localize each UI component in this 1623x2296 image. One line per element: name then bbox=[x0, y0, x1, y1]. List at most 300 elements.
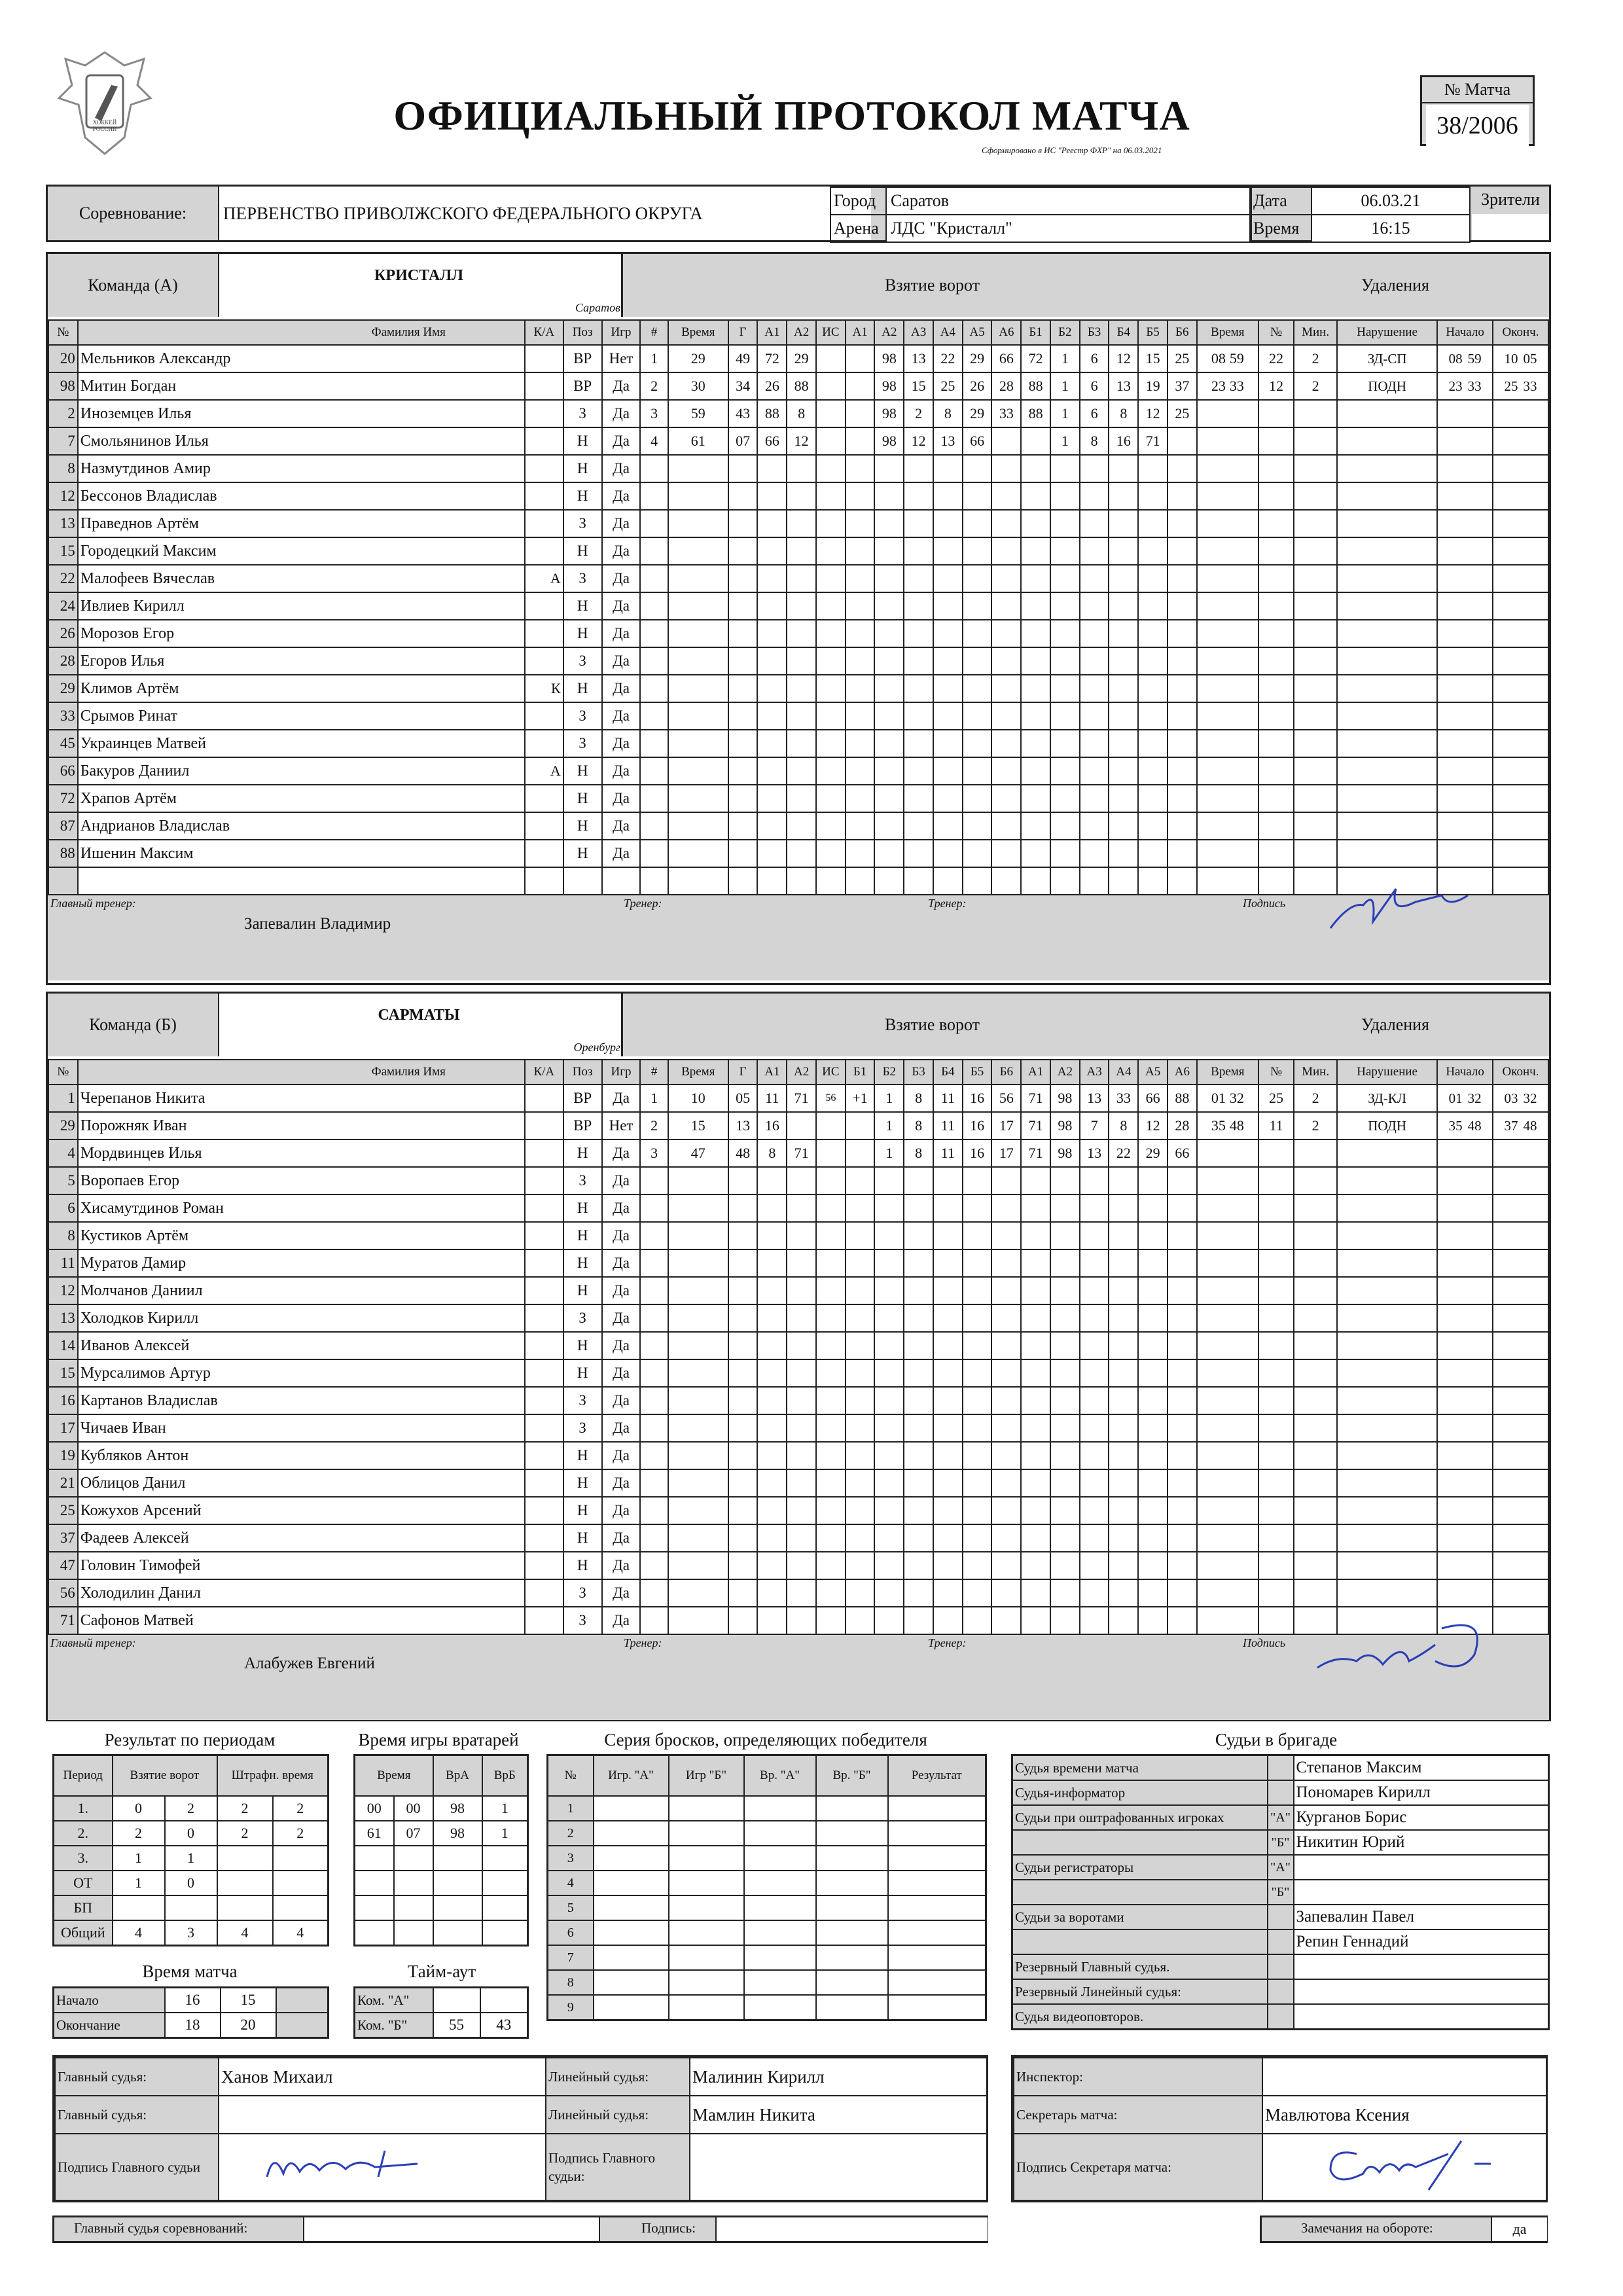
penalty-violation bbox=[1337, 1249, 1437, 1277]
player-number: 45 bbox=[48, 730, 78, 757]
goal-cell bbox=[846, 482, 875, 510]
period-value: 4 bbox=[113, 1920, 165, 1946]
penalty-time bbox=[1197, 675, 1258, 702]
penalty-violation bbox=[1337, 785, 1437, 812]
goal-col: # bbox=[640, 1060, 668, 1085]
official-row bbox=[1012, 1755, 1549, 1781]
goal-cell bbox=[874, 455, 904, 482]
spectators-label: Зрители bbox=[1481, 190, 1540, 209]
goal-cell bbox=[816, 1414, 846, 1442]
penalty-start bbox=[1437, 702, 1493, 730]
goalie-b-col: ВрБ bbox=[482, 1755, 528, 1797]
player-position: ВР bbox=[563, 1085, 602, 1112]
goalie-a-col: ВрА bbox=[433, 1755, 482, 1797]
goal-cell: 25 bbox=[933, 372, 963, 400]
penalty-end-min: 25 bbox=[1504, 378, 1518, 394]
player-position: З bbox=[563, 1167, 602, 1194]
penalty-end bbox=[1493, 1469, 1548, 1497]
goal-cell: 11 bbox=[933, 1085, 963, 1112]
penalty-start bbox=[1437, 1085, 1493, 1112]
goal-cell bbox=[933, 620, 963, 647]
goal-cell bbox=[816, 1552, 846, 1579]
coach2-label: Тренер: bbox=[928, 897, 967, 910]
penalty-minutes bbox=[1294, 1277, 1337, 1304]
goal-cell bbox=[1050, 455, 1080, 482]
goal-cell: 72 bbox=[1021, 345, 1050, 372]
goal-cell bbox=[963, 840, 992, 867]
arena-label: Арена bbox=[830, 214, 887, 243]
competition-label: Соревнование: bbox=[48, 187, 219, 240]
goal-cell bbox=[1138, 675, 1168, 702]
period-value: 4 bbox=[273, 1920, 329, 1946]
goal-cell bbox=[1138, 592, 1168, 620]
goal-col: А2 bbox=[787, 320, 816, 345]
goal-cell bbox=[640, 1359, 668, 1387]
goal-col: А2 bbox=[1050, 1060, 1080, 1085]
goal-cell: 12 bbox=[787, 427, 816, 455]
goal-cell bbox=[874, 537, 904, 565]
goal-cell bbox=[1168, 1607, 1197, 1634]
goal-cell bbox=[1080, 1469, 1109, 1497]
penalty-player bbox=[1258, 620, 1294, 647]
period-value: 1 bbox=[113, 1846, 165, 1871]
penalty-col: Начало bbox=[1437, 1060, 1493, 1085]
goal-cell: 7 bbox=[1080, 1112, 1109, 1139]
goalie-value bbox=[433, 1895, 482, 1920]
penalty-violation bbox=[1337, 1139, 1437, 1167]
player-number: 11 bbox=[48, 1249, 78, 1277]
penalty-player bbox=[1258, 1442, 1294, 1469]
goal-col: Б2 bbox=[1050, 320, 1080, 345]
goal-cell bbox=[1168, 1524, 1197, 1552]
goal-cell: 71 bbox=[787, 1085, 816, 1112]
player-captain bbox=[525, 1112, 563, 1139]
goal-cell bbox=[640, 510, 668, 537]
goal-cell bbox=[640, 785, 668, 812]
player-name: Воропаев Егор bbox=[78, 1167, 525, 1194]
penalty-end bbox=[1493, 647, 1548, 675]
col-played: Игр bbox=[602, 320, 641, 345]
player-position: З bbox=[563, 400, 602, 427]
shootout-col: Игр "Б" bbox=[669, 1755, 744, 1797]
penalty-start bbox=[1437, 565, 1493, 592]
goal-cell: 13 bbox=[904, 345, 933, 372]
goal-cell: 98 bbox=[1050, 1112, 1080, 1139]
player-name bbox=[78, 867, 525, 895]
goal-cell: 71 bbox=[1021, 1112, 1050, 1139]
penalty-start-min: 08 bbox=[1448, 351, 1463, 367]
goal-cell bbox=[846, 592, 875, 620]
player-row bbox=[48, 1552, 1548, 1579]
penalty-player bbox=[1258, 1387, 1294, 1414]
goal-cell bbox=[874, 1497, 904, 1524]
penalty-time bbox=[1197, 757, 1258, 785]
goal-cell bbox=[816, 1222, 846, 1249]
goal-cell bbox=[1109, 1194, 1138, 1222]
period-value bbox=[165, 1895, 217, 1920]
sign-main-referee-2 bbox=[690, 2134, 987, 2200]
goal-cell bbox=[1080, 1304, 1109, 1332]
penalty-min-value: 2 bbox=[1311, 1117, 1319, 1134]
shootout-cell bbox=[888, 1846, 986, 1871]
goalie-value bbox=[394, 1895, 433, 1920]
penalty-time bbox=[1197, 482, 1258, 510]
goal-cell bbox=[1050, 1359, 1080, 1387]
goal-cell bbox=[991, 785, 1021, 812]
penalty-start bbox=[1437, 757, 1493, 785]
sign-label: Подпись bbox=[1243, 1636, 1286, 1649]
goal-cell bbox=[1109, 675, 1138, 702]
goal-cell bbox=[1138, 1304, 1168, 1332]
penalty-player bbox=[1258, 840, 1294, 867]
goal-cell bbox=[1168, 840, 1197, 867]
goal-cell: 25 bbox=[1168, 345, 1197, 372]
match-time-hour: 18 bbox=[165, 2013, 221, 2038]
secretary-block bbox=[1011, 2055, 1548, 2202]
timeout-title: Тайм-аут bbox=[407, 1962, 476, 1981]
goal-cell bbox=[1138, 840, 1168, 867]
player-captain bbox=[525, 455, 563, 482]
goal-cell bbox=[816, 647, 846, 675]
penalty-start-min: 23 bbox=[1448, 378, 1463, 394]
match-time-table bbox=[52, 1986, 329, 2039]
period-value bbox=[273, 1895, 329, 1920]
goal-cell bbox=[991, 1497, 1021, 1524]
goal-cell bbox=[816, 1249, 846, 1277]
goal-cell bbox=[933, 1167, 963, 1194]
player-captain bbox=[525, 785, 563, 812]
goal-cell bbox=[787, 1277, 816, 1304]
goal-cell: 17 bbox=[991, 1139, 1021, 1167]
player-row bbox=[48, 1524, 1548, 1552]
goal-col: Б1 bbox=[1021, 320, 1050, 345]
goal-cell bbox=[904, 620, 933, 647]
goal-cell bbox=[1050, 1222, 1080, 1249]
player-number: 66 bbox=[48, 757, 78, 785]
penalty-minutes bbox=[1294, 1359, 1337, 1387]
goal-cell bbox=[787, 1442, 816, 1469]
penalty-time bbox=[1197, 1607, 1258, 1634]
player-position: З bbox=[563, 1414, 602, 1442]
penalty-player bbox=[1258, 647, 1294, 675]
official-role bbox=[1012, 1929, 1268, 1954]
goal-col: Б5 bbox=[963, 1060, 992, 1085]
player-number: 29 bbox=[48, 1112, 78, 1139]
player-number: 26 bbox=[48, 620, 78, 647]
goal-cell bbox=[1050, 702, 1080, 730]
period-value bbox=[273, 1871, 329, 1895]
player-played: Да bbox=[602, 1249, 641, 1277]
player-played: Нет bbox=[602, 1112, 641, 1139]
goal-cell bbox=[933, 455, 963, 482]
goal-cell bbox=[963, 537, 992, 565]
player-number: 8 bbox=[48, 455, 78, 482]
goal-cell bbox=[1138, 1167, 1168, 1194]
goal-cell bbox=[1021, 1524, 1050, 1552]
period-value: 3 bbox=[165, 1920, 217, 1946]
goal-cell bbox=[1168, 702, 1197, 730]
player-captain: А bbox=[525, 565, 563, 592]
penalty-violation bbox=[1337, 1414, 1437, 1442]
goal-cell bbox=[933, 1469, 963, 1497]
goal-cell: 15 bbox=[668, 1112, 728, 1139]
period-value: 0 bbox=[165, 1871, 217, 1895]
player-name: Кожухов Арсений bbox=[78, 1497, 525, 1524]
penalty-violation bbox=[1337, 840, 1437, 867]
penalty-start bbox=[1437, 482, 1493, 510]
official-row bbox=[1012, 1979, 1549, 2004]
shootout-cell bbox=[888, 1895, 986, 1920]
goal-cell bbox=[787, 1524, 816, 1552]
goal-cell bbox=[963, 1332, 992, 1359]
goal-col: Б5 bbox=[1138, 320, 1168, 345]
goal-cell bbox=[816, 730, 846, 757]
goal-cell: 33 bbox=[1109, 1085, 1138, 1112]
shootout-cell bbox=[744, 1920, 816, 1945]
timeout-label: Ком. "А" bbox=[355, 1988, 433, 2013]
player-row bbox=[48, 1167, 1548, 1194]
shootout-row bbox=[548, 1995, 986, 2020]
goal-cell bbox=[640, 840, 668, 867]
goal-cell bbox=[787, 592, 816, 620]
goal-cell bbox=[963, 482, 992, 510]
penalty-end bbox=[1493, 1167, 1548, 1194]
player-name: Климов Артём bbox=[78, 675, 525, 702]
player-name: Холодков Кирилл bbox=[78, 1304, 525, 1332]
shootout-cell bbox=[816, 1821, 888, 1846]
goal-cell: 71 bbox=[787, 1139, 816, 1167]
official-role: Судья-информатор bbox=[1012, 1780, 1268, 1805]
penalty-minutes bbox=[1294, 565, 1337, 592]
player-position: Н bbox=[563, 757, 602, 785]
player-played: Да bbox=[602, 1552, 641, 1579]
official-row bbox=[1012, 1830, 1549, 1855]
player-row bbox=[48, 1304, 1548, 1332]
player-number: 7 bbox=[48, 427, 78, 455]
goal-cell bbox=[1080, 455, 1109, 482]
goal-cell bbox=[1138, 510, 1168, 537]
goal-cell bbox=[904, 1469, 933, 1497]
goal-cell: 43 bbox=[728, 400, 758, 427]
goal-cell: 98 bbox=[874, 372, 904, 400]
goal-cell bbox=[757, 1497, 787, 1524]
goal-cell bbox=[1168, 1332, 1197, 1359]
player-row bbox=[48, 675, 1548, 702]
shootout-cell bbox=[594, 1846, 669, 1871]
player-position: З bbox=[563, 730, 602, 757]
penalty-start bbox=[1437, 1442, 1493, 1469]
goal-cell bbox=[1021, 510, 1050, 537]
player-row bbox=[48, 1359, 1548, 1387]
goal-cell bbox=[728, 812, 758, 840]
goal-cell: 13 bbox=[728, 1112, 758, 1139]
goal-cell: 30 bbox=[668, 372, 728, 400]
penalty-minutes bbox=[1294, 1552, 1337, 1579]
penalty-code: ЗД-СП bbox=[1367, 351, 1407, 367]
goal-cell bbox=[933, 592, 963, 620]
goal-cell bbox=[728, 1167, 758, 1194]
goal-cell bbox=[1138, 1332, 1168, 1359]
player-captain bbox=[525, 1222, 563, 1249]
penalty-player bbox=[1258, 1414, 1294, 1442]
goal-cell bbox=[1050, 1277, 1080, 1304]
player-row bbox=[48, 565, 1548, 592]
goal-cell bbox=[757, 1249, 787, 1277]
goal-cell bbox=[963, 510, 992, 537]
goal-cell bbox=[963, 1387, 992, 1414]
goal-cell: 56 bbox=[991, 1085, 1021, 1112]
goal-cell bbox=[904, 812, 933, 840]
team-b-block bbox=[46, 992, 1551, 1721]
goal-cell bbox=[668, 1552, 728, 1579]
player-captain bbox=[525, 1524, 563, 1552]
player-name: Порожняк Иван bbox=[78, 1112, 525, 1139]
goal-cell bbox=[1050, 1332, 1080, 1359]
penalty-violation bbox=[1337, 1359, 1437, 1387]
goal-cell bbox=[933, 1304, 963, 1332]
player-row bbox=[48, 1277, 1548, 1304]
period-value: 4 bbox=[217, 1920, 273, 1946]
player-name: Ишенин Максим bbox=[78, 840, 525, 867]
penalty-player bbox=[1258, 482, 1294, 510]
goal-cell: 66 bbox=[757, 427, 787, 455]
shootout-num: 2 bbox=[548, 1821, 594, 1846]
penalty-start bbox=[1437, 1277, 1493, 1304]
player-captain: А bbox=[525, 757, 563, 785]
official-name: Никитин Юрий bbox=[1294, 1830, 1549, 1855]
penalty-player bbox=[1258, 812, 1294, 840]
goal-cell bbox=[963, 702, 992, 730]
goal-cell bbox=[1021, 840, 1050, 867]
goal-cell bbox=[787, 455, 816, 482]
official-side bbox=[1268, 1929, 1294, 1954]
goal-cell bbox=[728, 510, 758, 537]
shootout-cell bbox=[816, 1920, 888, 1945]
shootout-cell bbox=[744, 1846, 816, 1871]
goal-cell bbox=[963, 1552, 992, 1579]
penalty-start bbox=[1437, 1139, 1493, 1167]
goal-cell bbox=[668, 620, 728, 647]
goal-cell bbox=[846, 510, 875, 537]
penalty-start bbox=[1437, 592, 1493, 620]
player-name: Храпов Артём bbox=[78, 785, 525, 812]
goal-cell bbox=[757, 702, 787, 730]
goal-cell bbox=[787, 482, 816, 510]
goalie-value bbox=[355, 1871, 394, 1895]
goal-col: # bbox=[640, 320, 668, 345]
timeout-row bbox=[355, 2013, 528, 2038]
goal-cell bbox=[640, 1607, 668, 1634]
goal-cell bbox=[816, 400, 846, 427]
official-role: Резервный Главный судья. bbox=[1012, 1954, 1268, 1979]
goal-cell bbox=[816, 1524, 846, 1552]
goal-cell bbox=[846, 647, 875, 675]
goal-cell bbox=[963, 1524, 992, 1552]
penalty-start bbox=[1437, 510, 1493, 537]
goal-cell bbox=[846, 675, 875, 702]
page-subtitle: Сформировано в ИС "Реестр ФХР" на 06.03.2021 bbox=[982, 145, 1162, 155]
player-position: Н bbox=[563, 1332, 602, 1359]
goalie-time-col: Время bbox=[355, 1755, 433, 1797]
penalty-start bbox=[1437, 1359, 1493, 1387]
goal-cell bbox=[1021, 1552, 1050, 1579]
goal-cell bbox=[816, 702, 846, 730]
goal-cell bbox=[757, 1332, 787, 1359]
penalty-violation bbox=[1337, 1332, 1437, 1359]
goal-cell bbox=[668, 867, 728, 895]
goal-cell bbox=[904, 1277, 933, 1304]
goal-col: А4 bbox=[933, 320, 963, 345]
goal-cell bbox=[1080, 840, 1109, 867]
col-ka: К/А bbox=[525, 320, 563, 345]
penalty-end bbox=[1493, 1442, 1548, 1469]
goal-cell: 29 bbox=[963, 345, 992, 372]
player-row bbox=[48, 400, 1548, 427]
player-captain bbox=[525, 592, 563, 620]
player-row bbox=[48, 785, 1548, 812]
team-city: Оренбург bbox=[573, 1041, 620, 1054]
official-side bbox=[1268, 1954, 1294, 1979]
player-row bbox=[48, 1085, 1548, 1112]
penalty-minutes bbox=[1294, 1194, 1337, 1222]
goal-cell bbox=[1138, 647, 1168, 675]
match-time-hour: 16 bbox=[165, 1988, 221, 2013]
penalty-start bbox=[1437, 1387, 1493, 1414]
goal-cell bbox=[1021, 1249, 1050, 1277]
player-row bbox=[48, 592, 1548, 620]
goal-cell bbox=[728, 1552, 758, 1579]
goal-cell bbox=[1109, 1332, 1138, 1359]
goal-cell bbox=[1138, 867, 1168, 895]
goal-cell: 13 bbox=[1080, 1139, 1109, 1167]
goal-cell: 29 bbox=[963, 400, 992, 427]
player-captain bbox=[525, 840, 563, 867]
shootout-num: 5 bbox=[548, 1895, 594, 1920]
goal-cell bbox=[757, 675, 787, 702]
timeout-sec: 43 bbox=[480, 2013, 528, 2038]
goal-cell bbox=[816, 1497, 846, 1524]
penalty-time bbox=[1197, 1112, 1258, 1139]
goal-cell: 98 bbox=[874, 400, 904, 427]
goal-cell bbox=[1050, 647, 1080, 675]
penalty-start bbox=[1437, 1579, 1493, 1607]
goal-cell bbox=[963, 1442, 992, 1469]
penalty-player bbox=[1258, 1222, 1294, 1249]
player-position: З bbox=[563, 1607, 602, 1634]
penalty-player bbox=[1258, 702, 1294, 730]
penalty-end bbox=[1493, 1579, 1548, 1607]
penalty-start bbox=[1437, 1304, 1493, 1332]
main-referee-signature bbox=[221, 2138, 470, 2190]
goal-cell bbox=[668, 1387, 728, 1414]
goal-cell bbox=[1168, 1579, 1197, 1607]
player-name: Бессонов Владислав bbox=[78, 482, 525, 510]
goal-col: Б1 bbox=[846, 1060, 875, 1085]
secretary-label: Секретарь матча: bbox=[1014, 2096, 1262, 2134]
penalty-player bbox=[1258, 1497, 1294, 1524]
penalty-player bbox=[1258, 1277, 1294, 1304]
goal-col: Время bbox=[668, 1060, 728, 1085]
goal-cell bbox=[1168, 757, 1197, 785]
goal-cell bbox=[991, 812, 1021, 840]
period-label: БП bbox=[54, 1895, 113, 1920]
goal-cell bbox=[1168, 1497, 1197, 1524]
head-coach-name: Алабужев Евгений bbox=[244, 1655, 375, 1672]
penalty-violation bbox=[1337, 757, 1437, 785]
goal-cell bbox=[816, 840, 846, 867]
player-number: 72 bbox=[48, 785, 78, 812]
official-name: Степанов Максим bbox=[1294, 1755, 1549, 1781]
